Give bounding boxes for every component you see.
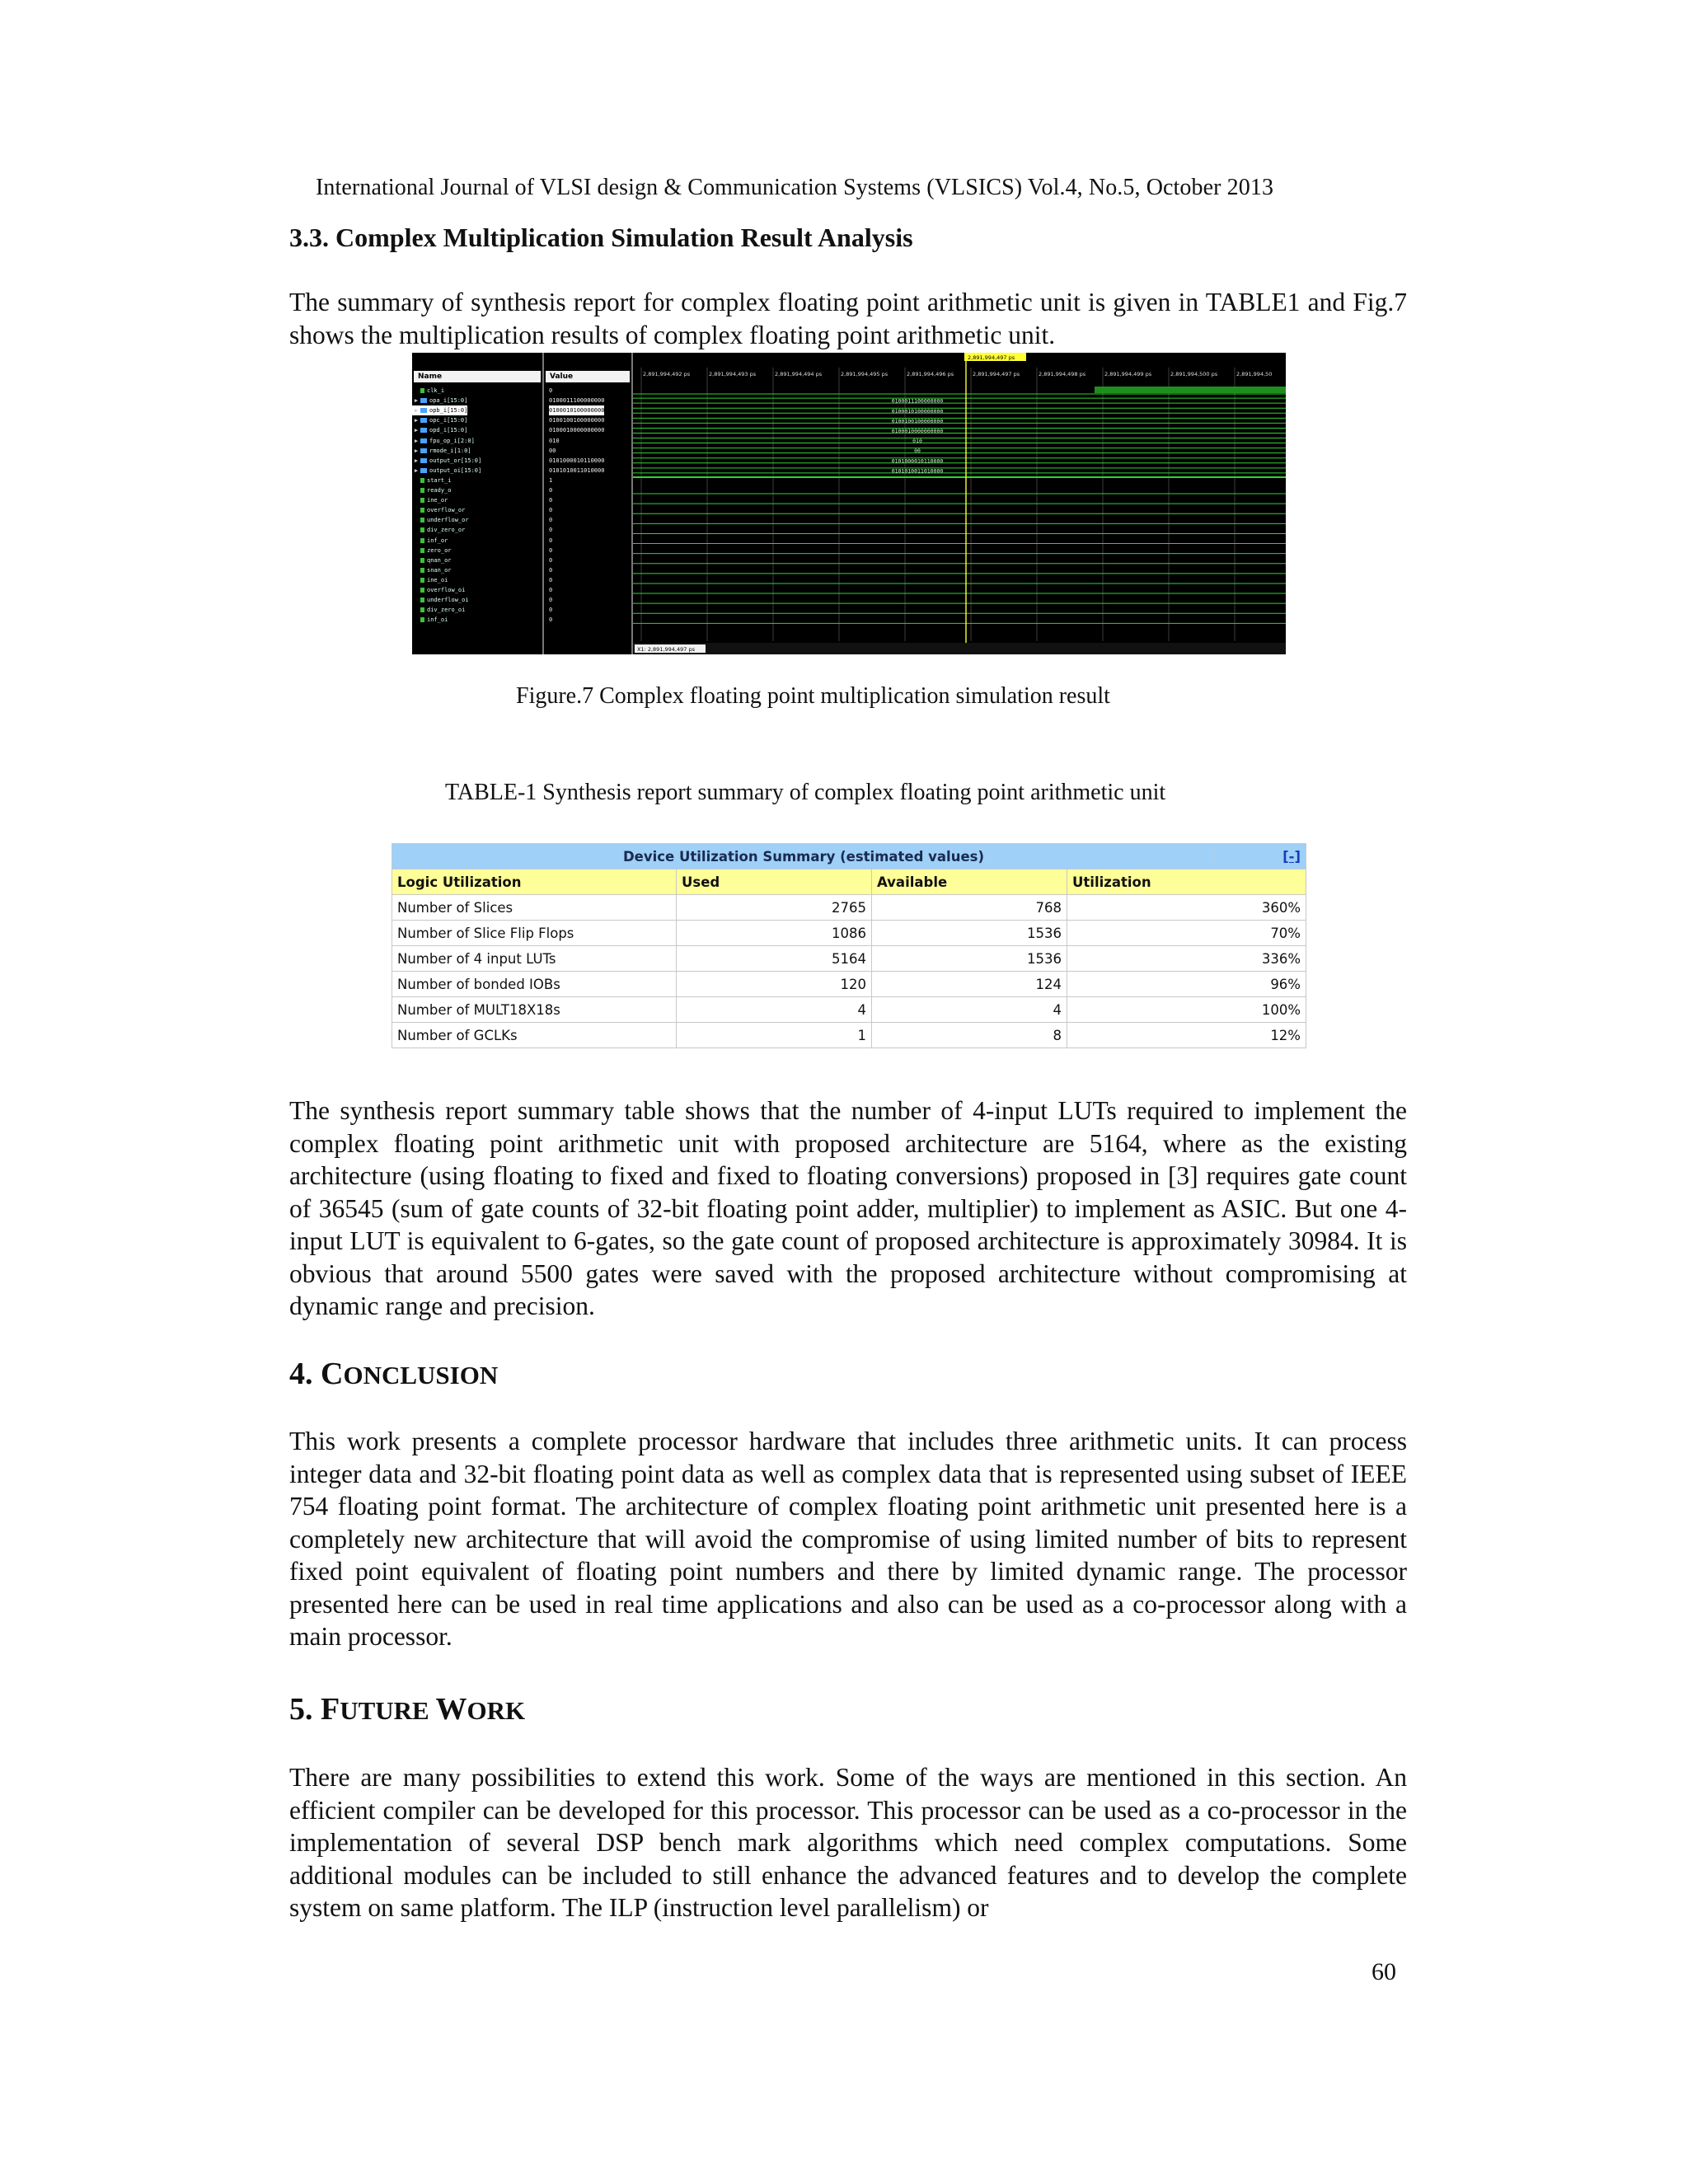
table-cell: Number of bonded IOBs [392, 972, 677, 997]
table-cell: 768 [872, 895, 1067, 921]
section-3-3-paragraph: The summary of synthesis report for complex floating point arithmetic unit is given in TABLE1 and Fig.7 shows the multiplication results of complex floating point arithmetic unit. [289, 288, 1407, 349]
signal-name[interactable]: zero_or [412, 546, 452, 555]
signal-name[interactable]: ▶ output_oi[15:0] [412, 466, 481, 476]
signal-name[interactable]: inf_oi [412, 615, 448, 625]
bit-signal-icon [420, 617, 424, 622]
table-cell: 100% [1067, 997, 1306, 1023]
collapse-toggle[interactable]: [-] [1216, 844, 1306, 869]
future-work-paragraph: There are many possibilities to extend this work. Some of the ways are mentioned in this section. An efficient compiler can be developed for this processor. This processor can be used as a co-processor in the implementation of several DSP bench mark algorithms which need complex computations. Some additional modules can be included to still enhance the advanced features and to develop the complete system on same platform. The ILP (instruction level parallelism) or [289, 1763, 1407, 1922]
bus-signal-icon [420, 468, 427, 473]
table-cell: 360% [1067, 895, 1306, 921]
signal-name[interactable]: ▶ opb_i[15:0] [412, 405, 467, 415]
table-cell: 4 [677, 997, 872, 1023]
table-cell: Number of Slices [392, 895, 677, 921]
signal-value: 0 [549, 527, 553, 534]
time-tick-label: 2,891,994,495 ps [841, 371, 889, 377]
signal-name[interactable]: underflow_oi [412, 595, 469, 605]
section-5-heading: 5. FUTURE WORK [289, 1692, 526, 1727]
table-row [392, 895, 1306, 921]
table-cell: 2765 [677, 895, 872, 921]
bit-signal-icon [420, 508, 424, 513]
bit-signal-icon [420, 488, 424, 493]
signal-name[interactable]: ready_o [412, 485, 452, 495]
bus-wave-value: 0100100100000000 [891, 417, 944, 424]
table-cell: 336% [1067, 946, 1306, 972]
bus-wave-value: 00 [914, 448, 921, 455]
bus-signal-icon [420, 408, 427, 413]
bus-signal-icon [420, 428, 427, 433]
expand-arrow-icon[interactable]: ▶ [414, 447, 419, 454]
signal-value: 00 [549, 447, 556, 454]
signal-value: 0 [549, 546, 553, 554]
signal-name[interactable]: ine_or [412, 495, 448, 505]
signal-value: 0101000010110000 [549, 457, 605, 464]
bit-signal-icon [420, 578, 424, 583]
bus-wave-value: 0100010000000000 [891, 427, 944, 434]
bus-wave-value: 0101010011010000 [891, 467, 944, 475]
expand-arrow-icon[interactable]: ▶ [414, 427, 419, 434]
signal-name[interactable]: ▶ opa_i[15:0] [412, 396, 467, 405]
signal-name[interactable]: overflow_oi [412, 585, 465, 595]
time-tick-label: 2,891,994,497 ps [973, 371, 1020, 377]
signal-value: 0100100100000000 [549, 417, 605, 424]
signal-name[interactable]: start_i [412, 476, 452, 485]
bus-signal-icon [420, 418, 427, 423]
table-cell: 124 [872, 972, 1067, 997]
bit-signal-icon [420, 607, 424, 612]
table-cell: Number of 4 input LUTs [392, 946, 677, 972]
bus-wave-value: 0100011100000000 [891, 397, 944, 405]
signal-value: 0 [549, 576, 553, 583]
signal-value: 0 [549, 587, 553, 593]
signal-name[interactable]: snan_or [412, 565, 452, 575]
signal-value: 0101010011010000 [549, 466, 605, 474]
table-row [392, 946, 1306, 972]
bus-signal-icon [420, 438, 427, 443]
conclusion-paragraph: This work presents a complete processor hardware that includes three arithmetic units. It can process integer data and 32-bit floating point data as well as complex data that is represented using subset of IEEE 754 floating point format. The architecture of complex floating point arithmetic unit presented here is a completely new architecture that will avoid the compromise of using limited number of bits to represent fixed point equivalent of floating point numbers and there by limited dynamic range. The processor presented here can be used in real time applications and also can be used as a co-processor along with a main processor. [289, 1427, 1407, 1651]
bit-signal-icon [420, 478, 424, 483]
table-row [392, 972, 1306, 997]
signal-name[interactable]: underflow_or [412, 515, 469, 525]
table-cell: Number of MULT18X18s [392, 997, 677, 1023]
synthesis-paragraph: The synthesis report summary table shows that the number of 4-input LUTs required to implement the complex floating point arithmetic unit with proposed architecture are 5164, where as the existing architecture (using floating to fixed and fixed to floating conversions) proposed in [3] requires gate count of 36545 (sum of gate counts of 32-bit floating point adder, multiplier) to implement as ASIC. But one 4-input LUT is equivalent to 6-gates, so the gate count of proposed architecture is approximately 30984. It is obvious that around 5500 gates were saved with the proposed architecture without compromising at dynamic range and precision. [289, 1096, 1407, 1320]
bit-signal-icon [420, 558, 424, 563]
col-header-logic-utilization: Logic Utilization [392, 869, 677, 895]
bit-signal-icon [420, 568, 424, 573]
expand-arrow-icon[interactable]: ▶ [414, 437, 419, 444]
signal-name[interactable]: clk_i [412, 386, 444, 396]
signal-value: 0 [549, 556, 553, 564]
bit-signal-icon [420, 598, 424, 602]
bus-wave-value: 010 [912, 438, 922, 445]
section-3-3-heading: 3.3. Complex Multiplication Simulation Result Analysis [289, 223, 913, 252]
table-cell: 96% [1067, 972, 1306, 997]
name-column-header: Name [414, 371, 541, 382]
signal-value: 0 [549, 607, 553, 614]
signal-name[interactable]: ▶ opd_i[15:0] [412, 425, 467, 435]
signal-name[interactable]: div_zero_or [412, 525, 465, 535]
signal-name[interactable]: ine_oi [412, 575, 448, 585]
signal-name[interactable]: qnan_or [412, 555, 452, 565]
bus-signal-icon [420, 448, 427, 453]
expand-arrow-icon[interactable]: ▶ [414, 417, 419, 424]
status-bar [633, 643, 1286, 654]
col-header-utilization: Utilization [1067, 869, 1306, 895]
waveform-panel [633, 353, 1286, 654]
table-cell: 8 [872, 1023, 1067, 1048]
table-title: Device Utilization Summary (estimated values) [392, 844, 1216, 869]
bit-signal-icon [420, 527, 424, 532]
section-4-heading: 4. CONCLUSION [289, 1357, 499, 1391]
table-row [392, 921, 1306, 946]
signal-value: 0 [549, 566, 553, 574]
signal-value: 0 [549, 597, 553, 604]
col-header-used: Used [677, 869, 872, 895]
bit-signal-icon [420, 588, 424, 593]
expand-arrow-icon[interactable]: ▶ [414, 457, 419, 464]
signal-value: 0100010000000000 [549, 427, 605, 434]
bit-signal-icon [420, 498, 424, 503]
signal-name[interactable]: inf_or [412, 536, 448, 546]
time-tick-label: 2,891,994,499 ps [1104, 371, 1152, 377]
figure-7-caption: Figure.7 Complex floating point multiplication simulation result [516, 683, 1110, 709]
signal-name[interactable]: div_zero_oi [412, 605, 465, 615]
table-cell: 1086 [677, 921, 872, 946]
signal-value: 0 [549, 616, 553, 624]
clock-wave-band [1095, 387, 1286, 393]
bit-signal-icon [420, 388, 424, 393]
time-tick-label: 2,891,994,492 ps [643, 371, 691, 377]
signal-name[interactable]: overflow_or [412, 505, 465, 515]
table-1-caption: TABLE-1 Synthesis report summary of complex floating point arithmetic unit [445, 780, 1166, 805]
signal-value: 010 [549, 437, 560, 444]
signal-name[interactable]: ▶ opc_i[15:0] [412, 415, 467, 425]
table-cell: 1536 [872, 946, 1067, 972]
signal-value: 0 [549, 487, 553, 494]
signal-value: 0100011100000000 [549, 397, 605, 405]
time-tick-label: 2,891,994,493 ps [709, 371, 757, 377]
table-cell: 120 [677, 972, 872, 997]
journal-header: International Journal of VLSI design & Communication Systems (VLSICS) Vol.4, No.5, October 2013 [316, 175, 1274, 200]
bit-signal-icon [420, 548, 424, 553]
time-tick-label: 2,891,994,496 ps [907, 371, 954, 377]
time-tick-label: 2,891,994,494 ps [775, 371, 823, 377]
simulation-waveform-figure [412, 353, 1286, 654]
signal-value: 1 [549, 476, 553, 484]
table-cell: Number of Slice Flip Flops [392, 921, 677, 946]
bus-signal-icon [420, 398, 427, 403]
table-cell: 1536 [872, 921, 1067, 946]
time-tick-label: 2,891,994,498 ps [1039, 371, 1086, 377]
time-tick-label: 2,891,994,500 ps [1170, 371, 1218, 377]
signal-name[interactable]: ▶ rmode_i[1:0] [412, 446, 471, 456]
time-tick-label: 2,891,994,50 [1236, 371, 1273, 377]
cursor-status: X1: 2,891,994,497 ps [637, 646, 695, 653]
signal-value: 0100010100000000 [549, 407, 605, 415]
signal-name[interactable]: ▶ fpu_op_i[2:0] [412, 436, 475, 446]
page-number: 60 [1372, 1958, 1396, 1985]
signal-value: 0 [549, 517, 553, 524]
table-cell: Number of GCLKs [392, 1023, 677, 1048]
signal-value: 0 [549, 387, 553, 394]
value-column-header: Value [546, 371, 630, 382]
table-cell: 70% [1067, 921, 1306, 946]
cursor-label: 2,891,994,497 ps [968, 354, 1015, 361]
bit-signal-icon [420, 518, 424, 523]
col-header-available: Available [872, 869, 1067, 895]
bit-signal-icon [420, 538, 424, 543]
table-cell: 1 [677, 1023, 872, 1048]
table-cell: 5164 [677, 946, 872, 972]
signal-value: 0 [549, 537, 553, 544]
expand-arrow-icon[interactable]: ▶ [414, 466, 419, 474]
expand-arrow-icon[interactable]: ▶ [414, 397, 419, 405]
table-cell: 12% [1067, 1023, 1306, 1048]
device-utilization-table [392, 843, 1306, 1048]
expand-arrow-icon[interactable]: ▶ [414, 407, 419, 415]
table-row [392, 1023, 1306, 1048]
bus-wave-value: 0101000010110000 [891, 457, 944, 465]
signal-name[interactable]: ▶ output_or[15:0] [412, 456, 481, 466]
signal-value: 0 [549, 507, 553, 514]
bus-signal-icon [420, 458, 427, 463]
table-cell: 4 [872, 997, 1067, 1023]
signal-value: 0 [549, 497, 553, 504]
table-row [392, 997, 1306, 1023]
bus-wave-value: 0100010100000000 [891, 407, 944, 415]
